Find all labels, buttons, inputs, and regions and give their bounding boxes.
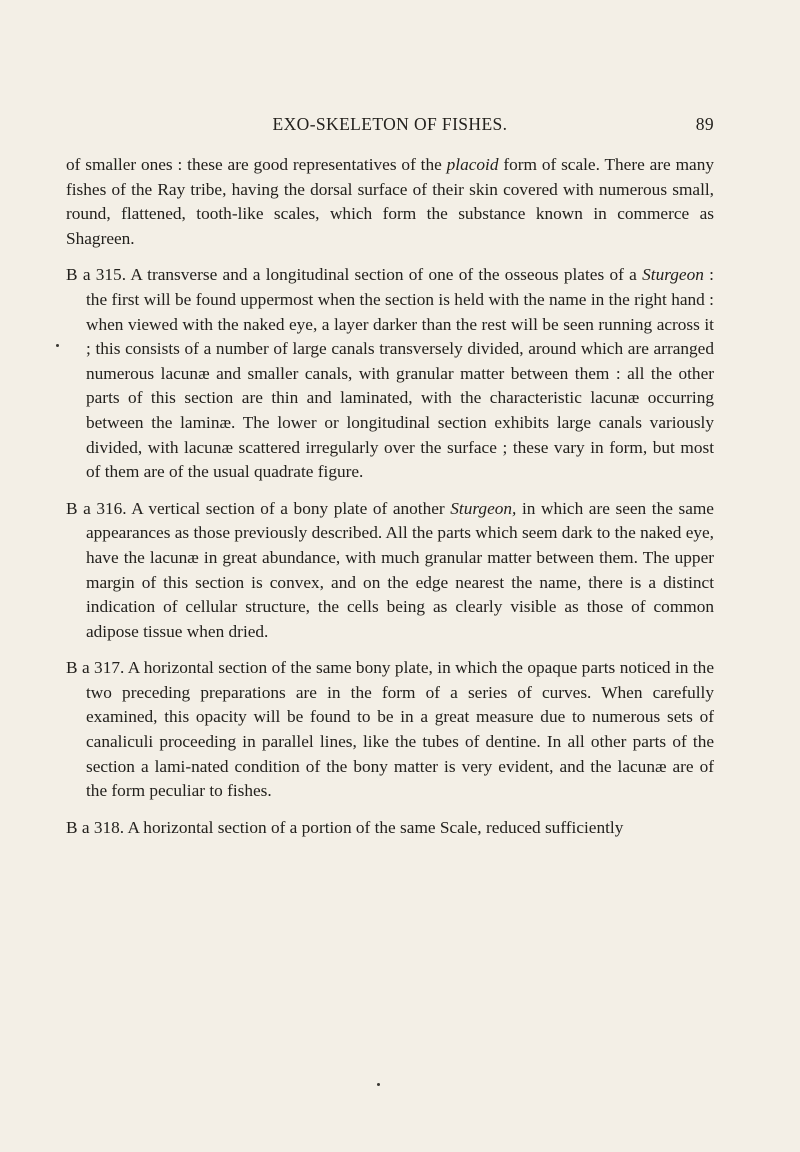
entry-text-a: A horizontal section of a portion of the same Scale, reduced sufficiently [124,817,624,837]
entry-text-b: in which are seen the same appearances as those previously described. All the parts which seem dark to the naked eye, have the lacunæ in great abundance, with much granular matter between them. The upper margin of this section is convex, and on the edge nearest the name, there is a distinct indication of cellular structure, the cells being as clearly visible as those of common adipose tissue when dried. [86,498,714,641]
catalogue-entry [66,656,714,804]
catalogue-entry [66,816,714,841]
intro-text-a: of smaller ones : these are good representatives of the [66,155,447,174]
entry-reference: B a 318. [66,817,125,837]
entry-italic: Sturgeon, [450,498,517,518]
page-number: 89 [695,114,714,134]
running-header [66,114,714,138]
catalogue-entry [66,497,714,645]
catalogue-entry [66,263,714,484]
entry-italic: Sturgeon [642,265,704,285]
entry-text-b: : the first will be found uppermost when the section is held with the name in the right hand : when viewed with the naked eye, a layer darker than the rest will be seen running across it ; this consists of a number of large canals transversely divided, around which are arranged numerous lacunæ and smaller canals, with granular matter between them : all the other parts of this section are thin and laminated, with the characteristic lacunæ occurring between the laminæ. The lower or longitudinal section exhibits large canals variously divided, with lacunæ scattered irregularly over the surface ; these vary in form, but most of them are of the usual quadrate figure. [86,265,714,482]
entry-text-a: A horizontal section of the same bony plate, in which the opaque parts noticed in the two preceding preparations are in the form of a series of curves. When carefully examined, this opacity will be found to be in a great measure due to numerous sets of canaliculi proceeding in parallel lines, like the tubes of dentine. In all other parts of the section a lami-nated condition of the bony matter is very evident, and the lacunæ are of the form peculiar to fishes. [86,658,714,801]
entry-text-a: A transverse and a longitudinal section of one of the osseous plates of a [126,265,643,285]
intro-text-b: form of scale. There are many fishes of the Ray tribe, having the dorsal surface of their skin covered with numerous small, round, flattened, tooth-like scales, which form the substance known in commerce as Shagreen. [66,155,714,248]
speck-mark [377,1083,380,1086]
entry-reference: B a 316. [66,498,127,518]
entry-reference: B a 315. [66,265,127,285]
header-title: EXO-SKELETON OF FISHES. [272,114,508,134]
intro-paragraph [66,153,714,251]
intro-italic: placoid [446,155,499,174]
entry-reference: B a 317. [66,658,125,678]
speck-mark [56,344,59,347]
page-body [66,153,714,840]
entry-text-a: A vertical section of a bony plate of another [126,498,451,518]
